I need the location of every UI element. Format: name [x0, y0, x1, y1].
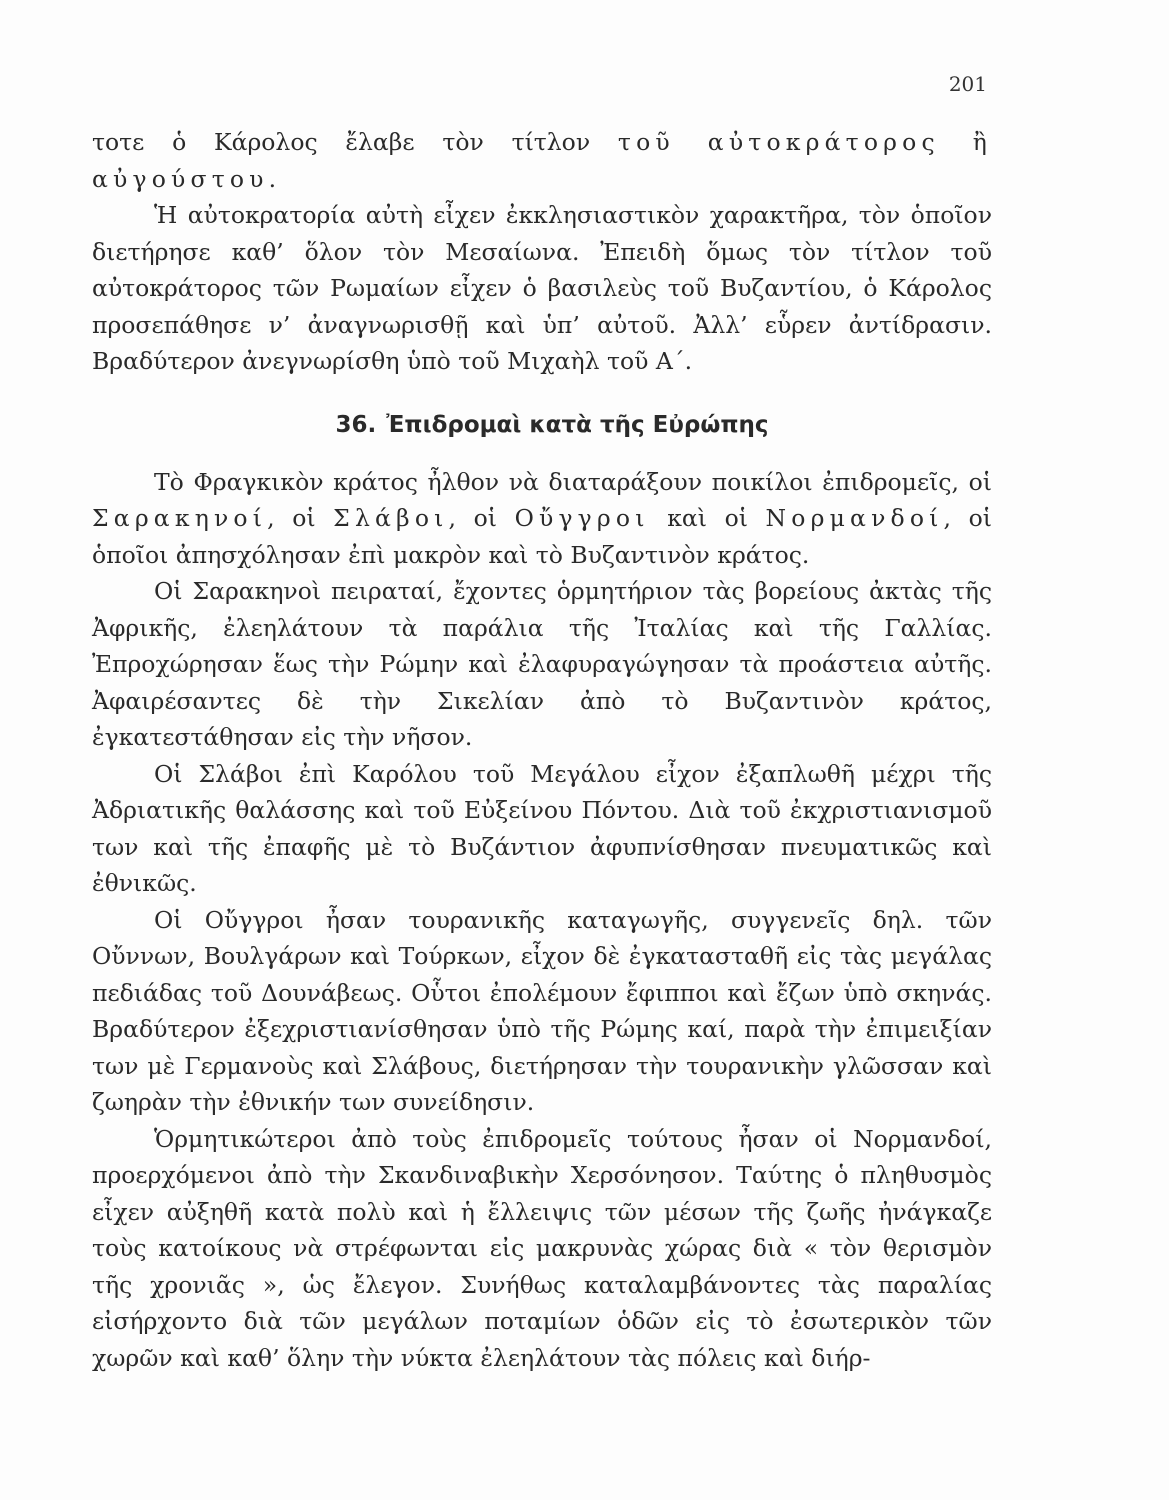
text-run: , οἱ: [448, 504, 515, 532]
paragraph-continuation: [92, 124, 992, 197]
emphasized-title-text: τοῦ αὐτοκράτορος ἢ αὐγούστου: [92, 128, 993, 193]
section-heading: [92, 410, 992, 440]
emphasized-people-slavs: Σλάβοι: [333, 504, 449, 532]
paragraph-invaders: [92, 464, 992, 574]
page-body: [92, 124, 992, 1376]
paragraph-normans: Ὁρμητικώτεροι ἀπὸ τοὺς ἐπιδρομεῖς τούτους ἦσαν οἱ Νορμανδοί, προερχόμενοι ἀπὸ τὴν Σκανδιναβικὴν Χερσόνησον. Ταύτης ὁ πληθυσμὸς εἶχεν αὐξηθῆ κατὰ πολὺ καὶ ἡ ἔλλειψις τῶν μέσων τῆς ζωῆς ἠνάγκαζε τοὺς κατοίκους νὰ στρέφωνται εἰς μακρυνὰς χώρας διὰ « τὸν θερισμὸν τῆς χρονιᾶς », ὡς ἔλεγον. Συνήθως καταλαμβάνοντες τὰς παραλίας εἰσήρχοντο διὰ τῶν μεγάλων ποταμίων ὁδῶν εἰς τὸ ἐσωτερικὸν τῶν χωρῶν καὶ καθ’ ὅλην τὴν νύκτα ἐλεηλάτουν τὰς πόλεις καὶ διήρ-: [92, 1124, 992, 1372]
text-run: καὶ οἱ: [649, 504, 766, 532]
section-number: 36.: [335, 411, 377, 438]
paragraph-slavs: Οἱ Σλάβοι ἐπὶ Καρόλου τοῦ Μεγάλου εἶχον ἐξαπλωθῆ μέχρι τῆς Ἀδριατικῆς θαλάσσης καὶ τοῦ Εὐξείνου Πόντου. Διὰ τοῦ ἐκχριστιανισμοῦ των καὶ τῆς ἐπαφῆς μὲ τὸ Βυζάντιον ἀφυπνίσθησαν πνευματικῶς καὶ ἐθνικῶς.: [92, 759, 992, 897]
emphasized-people-saracens: Σαρακηνοί: [92, 504, 268, 532]
text-run: Τὸ Φραγκικὸν κράτος ἦλθον νὰ διαταράξουν ποικίλοι ἐπιδρομεῖς, οἱ: [154, 467, 992, 496]
emphasized-people-normans: Νορμανδοί: [765, 504, 944, 532]
paragraph-empire: Ἡ αὐτοκρατορία αὐτὴ εἶχεν ἐκκλησιαστικὸν χαρακτῆρα, τὸν ὁποῖον διετήρησε καθ’ ὅλον τὸν Μεσαίωνα. Ἐπειδὴ ὅμως τὸν τίτλον τοῦ αὐτοκράτορος τῶν Ρωμαίων εἶχεν ὁ βασιλεὺς τοῦ Βυζαντίου, ὁ Κάρολος προσεπάθησε ν’ ἀναγνωρισθῇ καὶ ὑπ’ αὐτοῦ. Ἀλλ’ εὗρεν ἀντίδρασιν. Βραδύτερον ἀνεγνωρίσθη ὑπὸ τοῦ Μιχαὴλ τοῦ Α΄.: [92, 201, 992, 375]
emphasized-people-hungarians: Οὔγγροι: [514, 504, 650, 532]
text-run: , οἱ: [267, 504, 334, 532]
section-title: Ἐπιδρομαὶ κατὰ τῆς Εὐρώπης: [386, 411, 769, 438]
text-run: .: [268, 164, 277, 193]
paragraph-hungarians: Οἱ Οὔγγροι ἦσαν τουρανικῆς καταγωγῆς, συγγενεῖς δηλ. τῶν Οὔννων, Βουλγάρων καὶ Τούρκων, εἶχον δὲ ἐγκατασταθῆ εἰς τὰς μεγάλας πεδιάδας τοῦ Δουνάβεως. Οὗτοι ἐπολέμουν ἔφιπποι καὶ ἔζων ὑπὸ σκηνάς. Βραδύτερον ἐξεχριστιανίσθησαν ὑπὸ τῆς Ρώμης καί, παρὰ τὴν ἐπιμειξίαν των μὲ Γερμανοὺς καὶ Σλάβους, διετήρησαν τὴν τουρανικὴν γλῶσσαν καὶ ζωηρὰν τὴν ἐθνικήν των συνείδησιν.: [92, 905, 992, 1116]
text-run: , οἱ ὁποῖοι ἀπησχόλησαν ἐπὶ μακρὸν καὶ τὸ Βυζαντινὸν κράτος.: [92, 504, 992, 569]
page-number: 201: [948, 72, 987, 96]
paragraph-saracens: Οἱ Σαρακηνοὶ πειραταί, ἔχοντες ὁρμητήριον τὰς βορείους ἀκτὰς τῆς Ἀφρικῆς, ἐλεηλάτουν τὰ παράλια τῆς Ἰταλίας καὶ τῆς Γαλλίας. Ἐπροχώρησαν ἕως τὴν Ρώμην καὶ ἐλαφυραγώγησαν τὰ προάστεια αὐτῆς. Ἀφαιρέσαντες δὲ τὴν Σικελίαν ἀπὸ τὸ Βυζαντινὸν κράτος, ἐγκατεστάθησαν εἰς τὴν νῆσον.: [92, 577, 992, 751]
text-run: τοτε ὁ Κάρολος ἔλαβε τὸν τίτλον: [92, 128, 618, 156]
